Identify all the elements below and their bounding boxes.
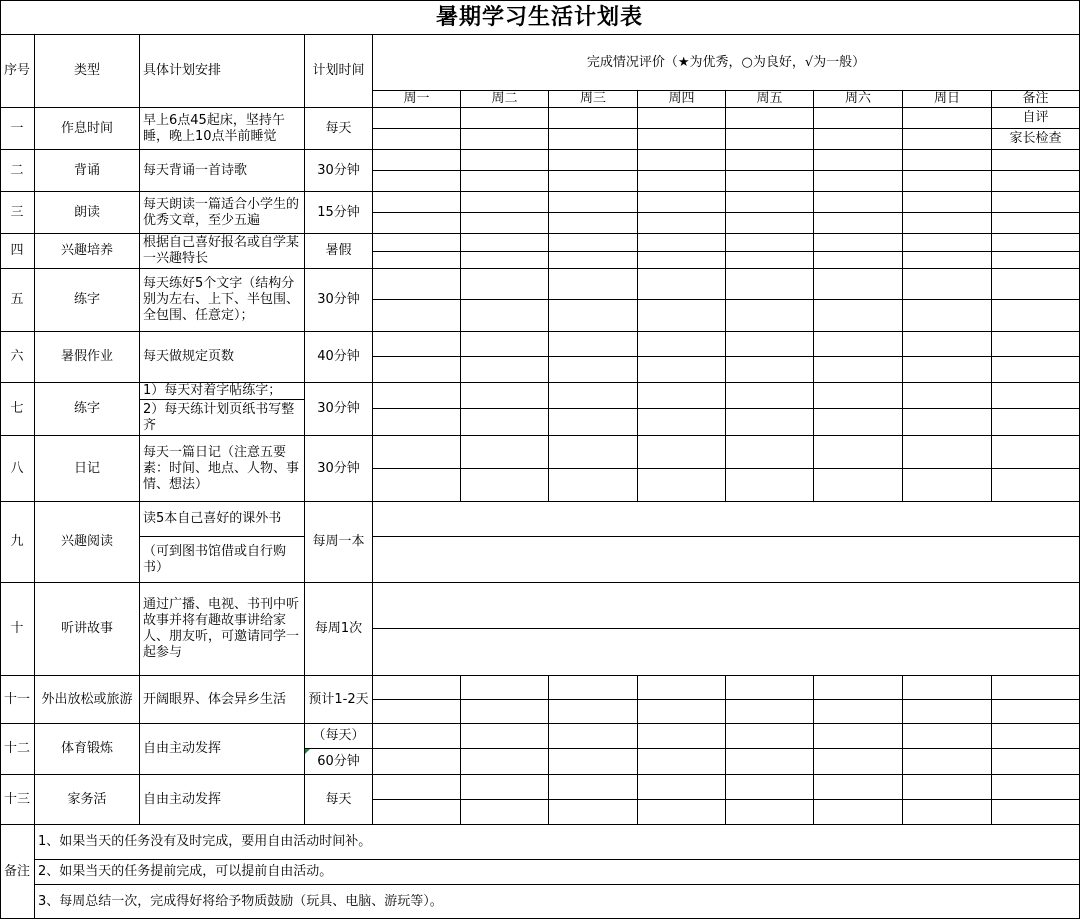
row-type: 外出放松或旅游 — [35, 676, 140, 724]
eval-cell[interactable] — [549, 700, 638, 724]
eval-cell[interactable] — [814, 150, 903, 171]
eval-merged-cell[interactable] — [373, 583, 1080, 629]
eval-cell[interactable] — [814, 213, 903, 234]
eval-cell[interactable] — [814, 332, 903, 357]
eval-cell[interactable] — [726, 150, 814, 171]
eval-cell[interactable] — [814, 171, 903, 192]
row-plan-line-1: 1）每天对着字帖练字； — [140, 383, 305, 400]
row-plan: 每天朗读一篇适合小学生的优秀文章，至少五遍 — [140, 192, 305, 234]
row-index: 六 — [0, 332, 35, 383]
eval-cell[interactable] — [638, 700, 726, 724]
eval-cell[interactable] — [814, 192, 903, 213]
note-item: 2、如果当天的任务提前完成，可以提前自由活动。 — [35, 860, 1080, 885]
eval-cell[interactable] — [638, 150, 726, 171]
eval-cell[interactable] — [549, 409, 638, 436]
row-time: 每周一本 — [305, 502, 373, 583]
day-header-thu: 周四 — [638, 91, 726, 108]
row-plan: 每天做规定页数 — [140, 332, 305, 383]
eval-cell[interactable] — [903, 108, 992, 129]
eval-cell[interactable] — [638, 332, 726, 357]
eval-cell[interactable] — [726, 800, 814, 825]
eval-cell[interactable] — [461, 269, 549, 300]
eval-cell[interactable] — [726, 252, 814, 269]
eval-cell[interactable] — [373, 332, 461, 357]
eval-cell[interactable] — [549, 300, 638, 332]
eval-cell[interactable] — [814, 700, 903, 724]
eval-cell[interactable] — [726, 269, 814, 300]
row-time: 30分钟 — [305, 269, 373, 332]
eval-cell[interactable] — [461, 300, 549, 332]
row-time: 每天 — [305, 775, 373, 825]
eval-cell[interactable] — [549, 383, 638, 409]
row-time: 15分钟 — [305, 192, 373, 234]
eval-cell[interactable] — [549, 269, 638, 300]
eval-cell[interactable] — [814, 469, 903, 502]
row-time: 30分钟 — [305, 383, 373, 436]
eval-cell[interactable] — [903, 357, 992, 383]
eval-cell[interactable] — [638, 436, 726, 469]
eval-cell[interactable] — [638, 775, 726, 800]
eval-cell[interactable] — [373, 171, 461, 192]
eval-cell[interactable] — [461, 192, 549, 213]
eval-cell[interactable] — [726, 234, 814, 252]
eval-cell[interactable] — [726, 436, 814, 469]
eval-cell[interactable] — [992, 171, 1080, 192]
eval-cell[interactable] — [814, 775, 903, 800]
row-type: 听讲故事 — [35, 583, 140, 676]
row-time: 每周1次 — [305, 583, 373, 676]
eval-cell[interactable] — [638, 192, 726, 213]
eval-cell[interactable] — [992, 213, 1080, 234]
eval-cell[interactable] — [549, 800, 638, 825]
day-header-sat: 周六 — [814, 91, 903, 108]
eval-cell[interactable] — [726, 775, 814, 800]
eval-cell[interactable] — [992, 234, 1080, 252]
row-type: 朗读 — [35, 192, 140, 234]
row-type: 兴趣阅读 — [35, 502, 140, 583]
eval-cell[interactable] — [992, 409, 1080, 436]
row-index: 四 — [0, 234, 35, 269]
eval-cell[interactable] — [549, 749, 638, 775]
eval-cell[interactable] — [726, 192, 814, 213]
eval-cell[interactable] — [638, 724, 726, 749]
eval-cell[interactable] — [814, 436, 903, 469]
eval-cell[interactable] — [461, 700, 549, 724]
row-plan: 自由主动发挥 — [140, 724, 305, 775]
eval-cell[interactable] — [549, 469, 638, 502]
eval-cell[interactable] — [638, 383, 726, 409]
eval-cell[interactable] — [726, 171, 814, 192]
eval-cell[interactable] — [992, 300, 1080, 332]
eval-cell[interactable] — [461, 775, 549, 800]
row-time-line-1: （每天） — [305, 724, 373, 749]
row-plan-line-2: （可到图书馆借或自行购书） — [140, 537, 305, 583]
eval-cell[interactable] — [903, 171, 992, 192]
row-type: 家务活 — [35, 775, 140, 825]
eval-merged-cell[interactable] — [373, 537, 1080, 583]
eval-cell[interactable] — [638, 269, 726, 300]
eval-cell[interactable] — [373, 357, 461, 383]
row-time-line-2: 60分钟 — [305, 749, 373, 775]
row-plan: 每天练好5个文字（结构分别为左右、上下、半包围、全包围、任意定）； — [140, 269, 305, 332]
eval-cell[interactable] — [726, 332, 814, 357]
eval-cell[interactable] — [726, 129, 814, 150]
eval-cell[interactable] — [992, 800, 1080, 825]
eval-cell[interactable] — [373, 269, 461, 300]
eval-cell[interactable] — [903, 436, 992, 469]
eval-cell[interactable] — [903, 676, 992, 700]
eval-cell[interactable] — [638, 409, 726, 436]
eval-cell[interactable] — [903, 192, 992, 213]
eval-cell[interactable] — [549, 724, 638, 749]
header-plan: 具体计划安排 — [140, 35, 305, 108]
eval-cell[interactable] — [814, 800, 903, 825]
row-plan: 开阔眼界、体会异乡生活 — [140, 676, 305, 724]
eval-cell[interactable] — [638, 129, 726, 150]
eval-cell[interactable] — [726, 357, 814, 383]
eval-cell[interactable] — [992, 775, 1080, 800]
eval-cell[interactable] — [726, 300, 814, 332]
eval-cell[interactable] — [373, 383, 461, 409]
day-header-wed: 周三 — [549, 91, 638, 108]
row-plan-line-1: 读5本自己喜好的课外书 — [140, 502, 305, 537]
eval-cell[interactable] — [903, 775, 992, 800]
row-time: 40分钟 — [305, 332, 373, 383]
eval-cell[interactable] — [373, 150, 461, 171]
sheet-title: 暑期学习生活计划表 — [0, 0, 1080, 35]
row-time: 30分钟 — [305, 436, 373, 502]
comment-marker-icon — [305, 749, 310, 754]
eval-cell[interactable] — [903, 383, 992, 409]
eval-cell[interactable] — [461, 436, 549, 469]
eval-cell[interactable] — [373, 724, 461, 749]
eval-cell[interactable] — [726, 724, 814, 749]
eval-cell[interactable] — [992, 332, 1080, 357]
eval-cell[interactable] — [903, 150, 992, 171]
row-index: 三 — [0, 192, 35, 234]
eval-cell[interactable] — [549, 252, 638, 269]
note-item: 3、每周总结一次，完成得好将给予物质鼓励（玩具、电脑、游玩等）。 — [35, 885, 1080, 919]
row-type: 日记 — [35, 436, 140, 502]
eval-cell[interactable] — [549, 332, 638, 357]
eval-cell[interactable] — [549, 108, 638, 129]
eval-cell[interactable] — [992, 252, 1080, 269]
eval-cell[interactable] — [549, 192, 638, 213]
eval-cell[interactable] — [814, 252, 903, 269]
row-index: 五 — [0, 269, 35, 332]
eval-cell[interactable] — [461, 108, 549, 129]
eval-cell[interactable] — [903, 234, 992, 252]
row-index: 九 — [0, 502, 35, 583]
eval-cell[interactable] — [903, 724, 992, 749]
notes-label: 备注 — [0, 825, 35, 919]
eval-cell[interactable] — [461, 252, 549, 269]
header-index: 序号 — [0, 35, 35, 108]
eval-cell[interactable] — [992, 724, 1080, 749]
eval-merged-cell[interactable] — [373, 502, 1080, 537]
eval-cell[interactable] — [726, 676, 814, 700]
eval-cell[interactable] — [992, 700, 1080, 724]
eval-cell[interactable] — [903, 700, 992, 724]
eval-cell[interactable] — [373, 300, 461, 332]
eval-cell[interactable] — [549, 150, 638, 171]
eval-cell[interactable] — [638, 300, 726, 332]
eval-cell[interactable] — [992, 676, 1080, 700]
row-type: 背诵 — [35, 150, 140, 192]
eval-cell[interactable] — [992, 192, 1080, 213]
eval-cell[interactable] — [461, 171, 549, 192]
eval-cell[interactable] — [992, 749, 1080, 775]
eval-cell[interactable] — [461, 676, 549, 700]
eval-cell[interactable] — [461, 409, 549, 436]
eval-cell[interactable] — [638, 108, 726, 129]
eval-cell[interactable] — [549, 171, 638, 192]
eval-cell[interactable] — [373, 436, 461, 469]
eval-cell[interactable] — [549, 775, 638, 800]
note-item: 1、如果当天的任务没有及时完成，要用自由活动时间补。 — [35, 825, 1080, 860]
eval-cell[interactable] — [814, 676, 903, 700]
eval-cell[interactable] — [903, 469, 992, 502]
eval-cell[interactable] — [814, 383, 903, 409]
eval-cell[interactable] — [373, 234, 461, 252]
eval-cell[interactable] — [638, 252, 726, 269]
row-type: 体育锻炼 — [35, 724, 140, 775]
eval-cell[interactable] — [373, 749, 461, 775]
eval-cell[interactable] — [903, 332, 992, 357]
eval-cell[interactable] — [461, 332, 549, 357]
eval-cell[interactable] — [373, 213, 461, 234]
eval-cell[interactable] — [992, 383, 1080, 409]
eval-cell[interactable] — [903, 252, 992, 269]
eval-cell[interactable] — [726, 213, 814, 234]
eval-cell[interactable] — [814, 357, 903, 383]
eval-cell[interactable] — [638, 800, 726, 825]
row-type: 作息时间 — [35, 108, 140, 150]
row-plan-line-2: 2）每天练计划页纸书写整齐 — [140, 400, 305, 436]
row-type: 兴趣培养 — [35, 234, 140, 269]
row-time: 每天 — [305, 108, 373, 150]
row-index: 一 — [0, 108, 35, 150]
eval-cell[interactable] — [726, 749, 814, 775]
header-evaluation: 完成情况评价（★为优秀，○为良好，√为一般） — [373, 35, 1080, 91]
eval-cell[interactable] — [373, 192, 461, 213]
eval-cell[interactable] — [373, 252, 461, 269]
self-eval-label: 自评 — [992, 108, 1080, 129]
eval-cell[interactable] — [726, 469, 814, 502]
header-type: 类型 — [35, 35, 140, 108]
row-time: 30分钟 — [305, 150, 373, 192]
eval-cell[interactable] — [726, 383, 814, 409]
row-type: 练字 — [35, 269, 140, 332]
row-plan: 自由主动发挥 — [140, 775, 305, 825]
row-plan: 每天一篇日记（注意五要素：时间、地点、人物、事情、想法） — [140, 436, 305, 502]
eval-cell[interactable] — [903, 129, 992, 150]
parent-check-label: 家长检查 — [992, 129, 1080, 150]
eval-cell[interactable] — [903, 213, 992, 234]
row-index: 二 — [0, 150, 35, 192]
row-plan: 每天背诵一首诗歌 — [140, 150, 305, 192]
eval-cell[interactable] — [726, 108, 814, 129]
eval-cell[interactable] — [549, 213, 638, 234]
eval-cell[interactable] — [461, 234, 549, 252]
row-time: 暑假 — [305, 234, 373, 269]
eval-cell[interactable] — [461, 213, 549, 234]
row-plan: 根据自己喜好报名或自学某一兴趣特长 — [140, 234, 305, 269]
eval-cell[interactable] — [373, 700, 461, 724]
eval-cell[interactable] — [638, 357, 726, 383]
row-index: 七 — [0, 383, 35, 436]
day-header-fri: 周五 — [726, 91, 814, 108]
row-index: 八 — [0, 436, 35, 502]
eval-cell[interactable] — [461, 129, 549, 150]
row-index: 十一 — [0, 676, 35, 724]
eval-cell[interactable] — [373, 800, 461, 825]
day-header-remark: 备注 — [992, 91, 1080, 108]
eval-cell[interactable] — [903, 749, 992, 775]
eval-cell[interactable] — [461, 800, 549, 825]
eval-cell[interactable] — [638, 213, 726, 234]
eval-cell[interactable] — [814, 234, 903, 252]
eval-cell[interactable] — [814, 724, 903, 749]
eval-cell[interactable] — [992, 150, 1080, 171]
eval-cell[interactable] — [992, 269, 1080, 300]
day-header-mon: 周一 — [373, 91, 461, 108]
eval-cell[interactable] — [461, 150, 549, 171]
eval-cell[interactable] — [992, 436, 1080, 469]
eval-cell[interactable] — [549, 234, 638, 252]
eval-cell[interactable] — [638, 171, 726, 192]
eval-cell[interactable] — [373, 409, 461, 436]
eval-cell[interactable] — [373, 108, 461, 129]
eval-cell[interactable] — [638, 676, 726, 700]
eval-cell[interactable] — [373, 129, 461, 150]
header-time: 计划时间 — [305, 35, 373, 108]
row-type: 暑假作业 — [35, 332, 140, 383]
eval-cell[interactable] — [461, 724, 549, 749]
eval-cell[interactable] — [814, 108, 903, 129]
eval-cell[interactable] — [814, 409, 903, 436]
eval-cell[interactable] — [638, 749, 726, 775]
eval-cell[interactable] — [549, 436, 638, 469]
eval-cell[interactable] — [373, 469, 461, 502]
row-index: 十二 — [0, 724, 35, 775]
eval-cell[interactable] — [992, 469, 1080, 502]
eval-cell[interactable] — [638, 469, 726, 502]
eval-cell[interactable] — [373, 775, 461, 800]
eval-cell[interactable] — [461, 383, 549, 409]
eval-cell[interactable] — [726, 700, 814, 724]
eval-cell[interactable] — [903, 269, 992, 300]
eval-cell[interactable] — [638, 234, 726, 252]
eval-cell[interactable] — [461, 469, 549, 502]
row-time: 预计1-2天 — [305, 676, 373, 724]
eval-cell[interactable] — [814, 749, 903, 775]
eval-cell[interactable] — [903, 409, 992, 436]
eval-cell[interactable] — [461, 357, 549, 383]
row-plan: 通过广播、电视、书刊中听故事并将有趣故事讲给家人、朋友听，可邀请同学一起参与 — [140, 583, 305, 676]
day-header-sun: 周日 — [903, 91, 992, 108]
eval-cell[interactable] — [814, 129, 903, 150]
eval-cell[interactable] — [726, 409, 814, 436]
eval-cell[interactable] — [373, 676, 461, 700]
eval-merged-cell[interactable] — [373, 629, 1080, 676]
row-index: 十 — [0, 583, 35, 676]
eval-cell[interactable] — [461, 749, 549, 775]
eval-cell[interactable] — [814, 300, 903, 332]
eval-cell[interactable] — [549, 129, 638, 150]
eval-cell[interactable] — [903, 300, 992, 332]
eval-cell[interactable] — [549, 357, 638, 383]
eval-cell[interactable] — [814, 269, 903, 300]
row-plan: 早上6点45起床，坚持午睡，晚上10点半前睡觉 — [140, 108, 305, 150]
eval-cell[interactable] — [992, 357, 1080, 383]
row-type: 练字 — [35, 383, 140, 436]
eval-cell[interactable] — [903, 800, 992, 825]
row-index: 十三 — [0, 775, 35, 825]
day-header-tue: 周二 — [461, 91, 549, 108]
eval-cell[interactable] — [549, 676, 638, 700]
